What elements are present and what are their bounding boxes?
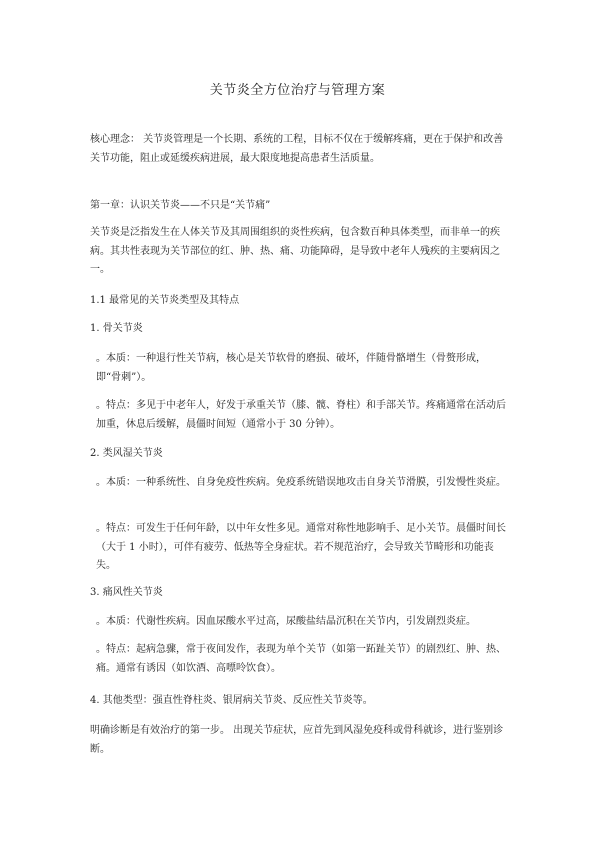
section-1-1-heading: 1.1 最常见的关节炎类型及其特点 xyxy=(90,295,240,306)
type-2-heading: 2. 类风湿关节炎 xyxy=(90,448,163,459)
intro-paragraph: 关节炎是泛指发生在人体关节及其周围组织的炎性疾病，包含数百种具体类型，而非单一的疾病。其共性表现为关节部位的红、肿、热、痛、功能障碍，是导致中老年人残疾的主要病因之一。 xyxy=(90,227,500,275)
type-3-features: 。特点：起病急骤，常于夜间发作，表现为单个关节（如第一跖趾关节）的剧烈红、肿、热、痛。通常有诱因（如饮酒、高嘌呤饮食）。 xyxy=(96,644,506,674)
type-1-heading: 1. 骨关节炎 xyxy=(90,323,143,334)
type-2-essence: 。本质：一种系统性、自身免疫性疾病。免疫系统错误地攻击自身关节滑膜，引发慢性炎症。 xyxy=(96,477,506,488)
type-3-heading: 3. 痛风性关节炎 xyxy=(90,587,163,598)
type-1-essence: 。本质：一种退行性关节病，核心是关节软骨的磨损、破坏，伴随骨骼增生（骨赘形成，即“骨刺”）。 xyxy=(96,353,486,383)
core-concept-paragraph: 核心理念： 关节炎管理是一个长期、系统的工程，目标不仅在于缓解疼痛，更在于保护和改善关节功能，阻止或延缓疾病进展，最大限度地提高患者生活质量。 xyxy=(90,134,504,164)
type-2-features: 。特点：可发生于任何年龄，以中年女性多见。通常对称性地影响手、足小关节。晨僵时间长（大于 1 小时），可伴有疲劳、低热等全身症状。若不规范治疗，会导致关节畸形和功能丧失。 xyxy=(96,523,506,571)
type-4-heading: 4. 其他类型：强直性脊柱炎、银屑病关节炎、反应性关节炎等。 xyxy=(90,695,373,706)
chapter-1-heading: 第一章：认识关节炎——不只是“关节痛” xyxy=(90,200,271,211)
conclusion-paragraph: 明确诊断是有效治疗的第一步。 出现关节症状，应首先到风湿免疫科或骨科就诊，进行鉴别诊断。 xyxy=(90,725,504,755)
type-1-features: 。特点：多见于中老年人，好发于承重关节（膝、髋、脊柱）和手部关节。疼痛通常在活动后加重，休息后缓解，晨僵时间短（通常小于 30 分钟）。 xyxy=(96,400,506,430)
type-3-essence: 。本质：代谢性疾病。因血尿酸水平过高，尿酸盐结晶沉积在关节内，引发剧烈炎症。 xyxy=(96,616,476,627)
page-title: 关节炎全方位治疗与管理方案 xyxy=(209,83,386,98)
